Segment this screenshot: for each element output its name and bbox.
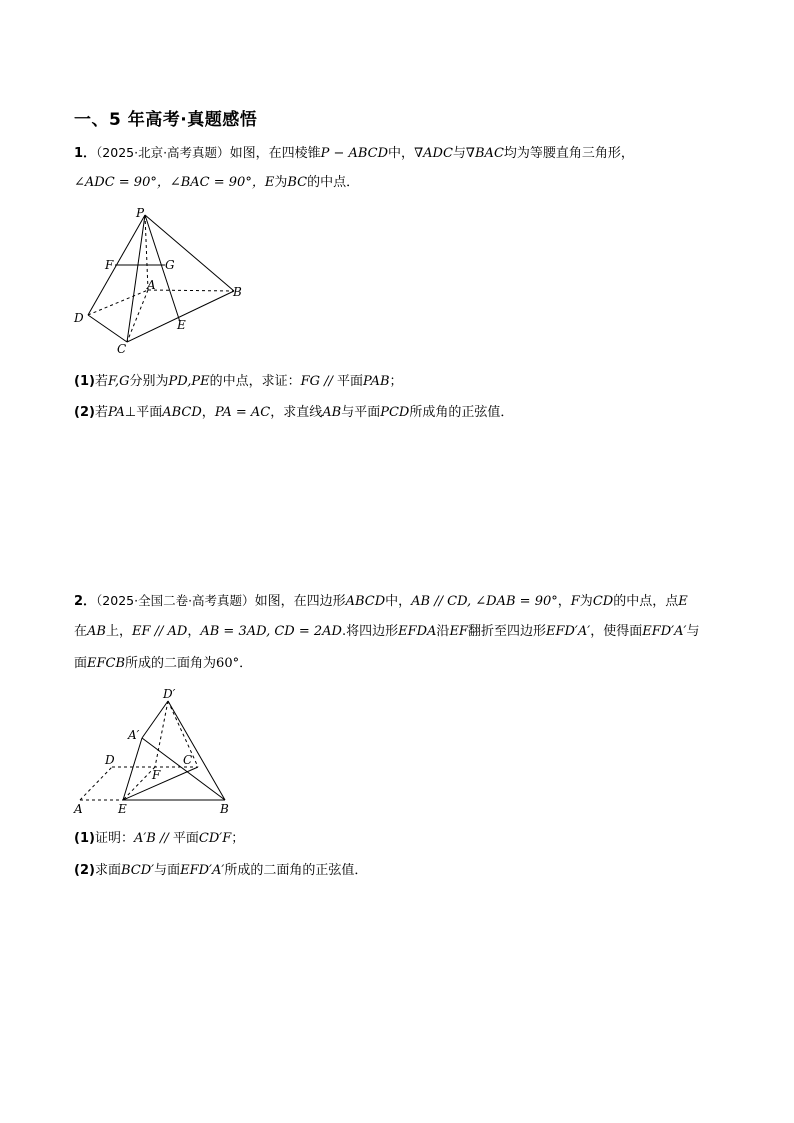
q1-math: PAB (363, 374, 390, 389)
q2-math: EF // AD (131, 624, 188, 639)
q1-text: ， (201, 405, 215, 420)
q1-math: ∠ADC = 90°，∠BAC = 90°， (74, 175, 265, 190)
q1-part2-label: (2) (74, 405, 95, 420)
q2-label-E: E (118, 802, 127, 816)
q2-math: AB // CD, ∠DAB = 90° (411, 594, 558, 609)
q1-label-F: F (105, 258, 114, 272)
q2-text: 为 (579, 594, 593, 609)
q2-part2-label: (2) (74, 863, 95, 878)
q1-math: F,G (107, 374, 130, 389)
q2-math: CD (592, 594, 614, 609)
q1-text: 分别为 (129, 374, 169, 389)
q1-text: 平面 (337, 374, 364, 389)
q2-math: EFD′A′ (545, 624, 591, 639)
q1-text: 所成角的正弦值． (409, 405, 514, 420)
q2-text: 面 (74, 656, 88, 671)
q1-math: PA = AC (214, 405, 271, 420)
q2-text: .将四边形 (341, 624, 399, 639)
section-title: 一、5 年高考·真题感悟 (74, 110, 258, 130)
q1-label-B: B (233, 285, 242, 299)
q1-text: 若 (94, 374, 108, 389)
q2-math: E (678, 594, 688, 609)
q2-math: F (570, 594, 580, 609)
q1-math: PCD (380, 405, 410, 420)
q2-text: 沿 (436, 624, 450, 639)
q2-math: EFCB (87, 656, 126, 671)
q2-math: CD′F (198, 831, 232, 846)
q2-line1 (74, 592, 688, 611)
q1-text: 若 (94, 405, 108, 420)
q2-text: 翻折至四边形 (467, 624, 546, 639)
q2-math: EF (449, 624, 468, 639)
q1-text: 均为等腰直角三角形， (503, 146, 634, 161)
q1-math: ∇BAC (465, 146, 504, 161)
q1-label-P: P (136, 206, 145, 220)
q2-text: 与面 (154, 863, 181, 878)
q1-pyramid-figure (70, 205, 260, 360)
q1-math: ∇ADC (414, 146, 453, 161)
q2-math: EFDA (398, 624, 437, 639)
q1-math: BC (287, 175, 308, 190)
q2-text: 上， (105, 624, 132, 639)
q2-text: ， (187, 624, 201, 639)
q1-text: 的中点，求证： (209, 374, 301, 389)
q1-label-A: A (147, 278, 156, 292)
q2-label-F: F (152, 768, 161, 782)
q2-math: AB (87, 624, 106, 639)
q1-text: ； (389, 374, 403, 389)
q2-math: AB = 3AD, CD = 2AD (200, 624, 342, 639)
q1-math: E (264, 175, 275, 190)
q1-math: P − ABCD (320, 146, 389, 161)
q2-text: 平面 (172, 831, 199, 846)
q1-math: PA (107, 405, 125, 420)
q1-text: 中， (388, 146, 415, 161)
q2-label-D: D (105, 753, 115, 767)
q1-part1-label: (1) (74, 374, 95, 389)
q1-source: （2025·北京·高考真题） (96, 145, 230, 160)
q1-text: 如图，在四棱锥 (229, 146, 321, 161)
q1-text: 为 (274, 175, 288, 190)
q2-number: 2． (74, 594, 97, 609)
q2-part1-label: (1) (74, 831, 95, 846)
q2-line3 (74, 655, 252, 673)
q1-math: AB (322, 405, 342, 420)
q2-text: 中， (385, 594, 412, 609)
q2-fold-figure (70, 683, 245, 818)
q2-text: 与 (686, 624, 700, 639)
q2-text: 在 (74, 624, 88, 639)
q2-text: ； (231, 831, 245, 846)
q2-math: A′B // (133, 831, 173, 846)
q2-label-C: C (183, 753, 193, 767)
q2-math: 60° (216, 656, 240, 671)
q2-text: 所成的二面角的正弦值． (224, 863, 368, 878)
q2-math: EFD′A′ (642, 624, 687, 639)
q2-line2 (74, 623, 699, 641)
q2-label-A: A (74, 802, 83, 816)
q1-number: 1． (74, 146, 97, 161)
q2-label-D-prime: D′ (163, 687, 176, 701)
q2-text: 所成的二面角为 (125, 656, 217, 671)
q2-math: ABCD (345, 594, 386, 609)
q2-math: BCD′ (120, 863, 155, 878)
q2-text: ， (557, 594, 571, 609)
q2-text: 的中点，点 (613, 594, 679, 609)
q1-label-C: C (117, 342, 127, 356)
q2-math: EFD′A′ (180, 863, 225, 878)
q2-text: ． (239, 656, 253, 671)
q2-part2 (74, 862, 367, 880)
q1-math: ABCD (162, 405, 202, 420)
q1-part1 (74, 373, 403, 391)
q1-text: 与平面 (341, 405, 381, 420)
q2-text: ，使得面 (590, 624, 643, 639)
q1-text: 的中点． (307, 175, 360, 190)
q2-text: 求面 (94, 863, 121, 878)
q1-label-D: D (74, 311, 84, 325)
q1-math: PD,PE (168, 374, 210, 389)
q2-part1 (74, 830, 244, 848)
q2-label-B: B (220, 802, 229, 816)
q1-label-E: E (177, 318, 186, 332)
q2-label-A-prime: A′ (128, 728, 140, 742)
q1-text: 与 (452, 146, 466, 161)
q2-text: 证明： (94, 831, 134, 846)
q1-line1 (74, 144, 634, 163)
q1-text: ，求直线 (270, 405, 323, 420)
q1-label-G: G (165, 258, 175, 272)
q1-math: FG // (300, 374, 338, 389)
q1-text: ⊥平面 (124, 405, 163, 420)
q1-part2 (74, 404, 513, 422)
q2-text: 如图，在四边形 (254, 594, 346, 609)
q1-line2 (74, 174, 359, 192)
q2-source: （2025·全国二卷·高考真题） (96, 593, 255, 608)
